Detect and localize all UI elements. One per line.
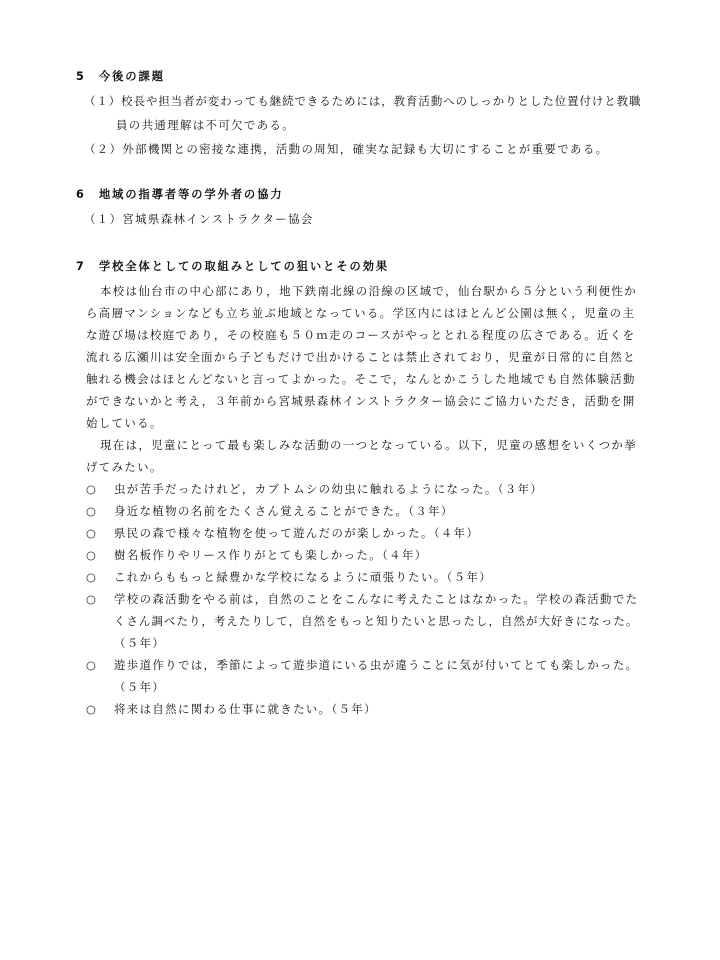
section-5-item-1-line-1: （１）校長や担当者が変わっても継続できるためには，教育活動へのしっかりとした位置付けと教職: [84, 94, 642, 108]
section-7-heading: 7 学校全体としての取組みとしての狙いとその効果: [76, 260, 390, 273]
section-5-item-1-line-2: 員の共通理解は不可欠である。: [116, 118, 296, 132]
bullet-5-symbol: ○: [86, 570, 98, 584]
section-7-paragraph-1-line-3: な遊び場は校庭であり，その校庭も５０ｍ走のコースがやっととれる程度の広さである。近くを: [86, 328, 636, 342]
section-7-paragraph-1-line-1: 本校は仙台市の中心部にあり，地下鉄南北線の沿線の区域で，仙台駅から５分という利便性か: [100, 284, 637, 298]
bullet-4-text: 樹名板作りやリース作りがとても楽しかった。（４年）: [114, 548, 428, 562]
bullet-8-symbol: ○: [86, 702, 98, 716]
bullet-4-symbol: ○: [86, 548, 98, 562]
section-7-paragraph-1-line-4: 流れる広瀬川は安全面から子どもだけで出かけることは禁止されており，児童が日常的に自然と: [86, 350, 636, 364]
section-6-item-1-line-1: （１）宮城県森林インストラクター協会: [84, 212, 314, 226]
section-7-paragraph-1-line-5: 触れる機会はほとんどないと言ってよかった。そこで，なんとかこうした地域でも自然体験活動: [86, 372, 636, 386]
bullet-2-text: 身近な植物の名前をたくさん覚えることができた。（３年）: [114, 504, 454, 518]
bullet-6-symbol: ○: [86, 592, 98, 606]
bullet-5-text: これからももっと緑豊かな学校になるように頑張りたい。（５年）: [114, 570, 493, 584]
bullet-1-symbol: ○: [86, 482, 98, 496]
section-7-paragraph-1-line-7: 始している。: [86, 416, 163, 430]
bullet-6-text-line-2: くさん調べたり，考えたりして，自然をもっと知りたいと思ったし，自然が大好きになった。: [114, 614, 639, 628]
bullet-3-symbol: ○: [86, 526, 98, 540]
section-7-paragraph-1-line-2: ら高層マンションなども立ち並ぶ地域となっている。学区内にはほとんど公園は無く，児童の主: [86, 306, 636, 320]
bullet-7-symbol: ○: [86, 658, 98, 672]
section-5-heading: 5 今後の課題: [76, 70, 165, 83]
section-7-paragraph-2-line-2: げてみたい。: [86, 460, 163, 474]
bullet-7-text-line-1: 遊歩道作りでは，季節によって遊歩道にいる虫が違うことに気が付いてとても楽しかった。: [114, 658, 639, 672]
bullet-7-text-line-2: （５年）: [114, 680, 166, 694]
section-7-paragraph-1-line-6: ができないかと考え，３年前から宮城県森林インストラクター協会にご協力いただき，活動を開: [86, 394, 636, 408]
bullet-1-text: 虫が苦手だったけれど，カブトムシの幼虫に触れるようになった。（３年）: [114, 482, 544, 496]
bullet-3-text: 県民の森で様々な植物を使って遊んだのが楽しかった。（４年）: [114, 526, 480, 540]
bullet-6-text-line-3: （５年）: [114, 636, 166, 650]
bullet-6-text-line-1: 学校の森活動をやる前は，自然のことをこんなに考えたことはなかった。学校の森活動でた: [114, 592, 639, 606]
section-5-item-2-line-1: （２）外部機関との密接な連携，活動の周知，確実な記録も大切にすることが重要である。: [84, 142, 609, 156]
section-6-heading: 6 地域の指導者等の学外者の協力: [76, 188, 284, 201]
section-7-paragraph-2-line-1: 現在は，児童にとって最も楽しみな活動の一つとなっている。以下，児童の感想をいくつか挙: [100, 438, 637, 452]
bullet-8-text: 将来は自然に関わる仕事に就きたい。（５年）: [114, 702, 377, 716]
bullet-2-symbol: ○: [86, 504, 98, 518]
